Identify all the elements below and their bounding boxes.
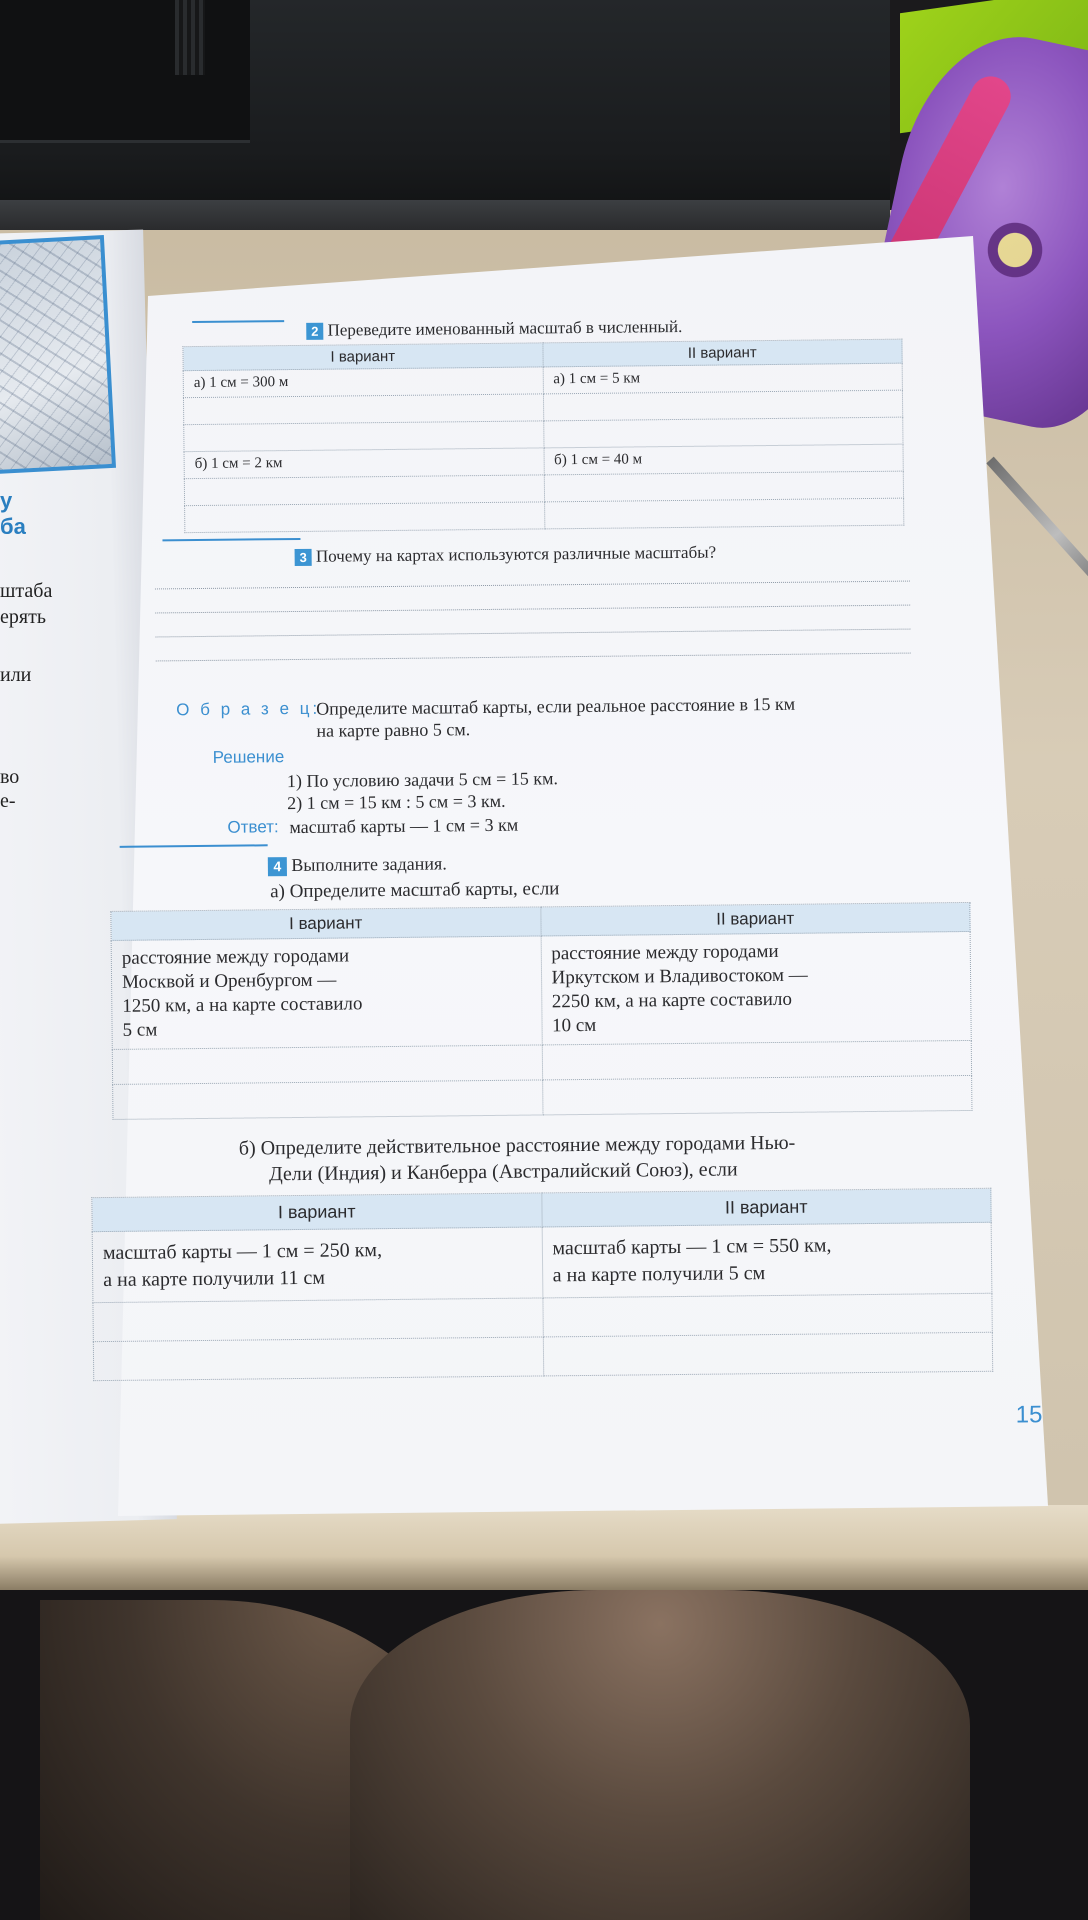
page-number: 15 bbox=[1015, 1401, 1043, 1429]
task4b-answer-cell[interactable] bbox=[93, 1298, 543, 1342]
task2-number-badge: 2 bbox=[306, 323, 323, 340]
task3-answer-line[interactable] bbox=[155, 629, 910, 638]
task3-answer-line[interactable] bbox=[155, 581, 910, 590]
task3-rule bbox=[162, 538, 300, 541]
task2-cell-a2: а) 1 см = 5 км bbox=[543, 363, 903, 394]
task4a-title: а) Определите масштаб карты, если bbox=[270, 878, 560, 903]
task4b-right-line: а на карте получили 5 см bbox=[552, 1262, 766, 1287]
task4a-answer-cell[interactable] bbox=[542, 1040, 972, 1079]
task2-answer-cell[interactable] bbox=[544, 471, 904, 502]
left-page-map-image bbox=[0, 235, 116, 474]
task4a-table bbox=[110, 902, 972, 1120]
task4-heading bbox=[268, 853, 447, 876]
task3-number-badge: 3 bbox=[295, 549, 312, 566]
task4a-left-line: 1250 км, а на карте составило bbox=[122, 993, 363, 1017]
task2-answer-cell[interactable] bbox=[185, 502, 545, 533]
task2-heading bbox=[306, 317, 682, 341]
table-row bbox=[92, 1222, 992, 1302]
task2-answer-cell[interactable] bbox=[184, 475, 544, 506]
table-row bbox=[93, 1332, 992, 1380]
table-row bbox=[111, 931, 971, 1049]
answer-label: Ответ: bbox=[227, 817, 279, 837]
task4a-right-line: 10 см bbox=[551, 1014, 597, 1037]
left-fragment-3: штаба bbox=[0, 580, 53, 602]
answer-text: масштаб карты — 1 см = 3 км bbox=[289, 814, 519, 838]
task4a-header-variant2: II вариант bbox=[540, 902, 970, 935]
task2-table bbox=[182, 339, 904, 534]
task4b-cell-variant1 bbox=[92, 1227, 542, 1303]
left-fragment-5: или bbox=[0, 664, 32, 686]
laptop-keyboard-area bbox=[0, 0, 250, 143]
task4a-header-variant1: I вариант bbox=[111, 907, 541, 940]
example-line1: Определите масштаб карты, если реальное расстояние в 15 км bbox=[316, 693, 796, 719]
task4-title: Выполните задания. bbox=[291, 853, 447, 876]
task4a-left-line: расстояние между городами bbox=[121, 945, 350, 969]
task4-number-badge: 4 bbox=[268, 857, 287, 876]
task2-answer-cell[interactable] bbox=[543, 390, 903, 421]
task2-cell-b1: б) 1 см = 2 км bbox=[184, 448, 544, 479]
task4a-right-line: расстояние между городами bbox=[551, 940, 779, 965]
task2-cell-b2: б) 1 см = 40 м bbox=[544, 444, 904, 475]
task4b-table bbox=[91, 1188, 993, 1381]
task4a-right-line: Иркутском и Владивостоком — bbox=[551, 964, 808, 989]
task2-header-variant1: I вариант bbox=[183, 343, 543, 371]
page-content bbox=[102, 231, 1054, 1521]
left-fragment-6: во bbox=[0, 766, 20, 788]
task4a-cell-variant2 bbox=[541, 931, 972, 1044]
task4b-title-line1: б) Определите действительное расстояние между городами Нью- bbox=[238, 1131, 796, 1160]
task4b-answer-cell[interactable] bbox=[93, 1337, 543, 1381]
solution-label: Решение bbox=[212, 747, 285, 767]
knee-right bbox=[350, 1590, 970, 1920]
left-fragment-4: ерять bbox=[0, 606, 46, 628]
task2-answer-cell[interactable] bbox=[183, 394, 543, 425]
task4b-cell-variant2 bbox=[542, 1222, 992, 1298]
task2-title: Переведите именованный масштаб в численный. bbox=[327, 316, 683, 340]
task4b-header-variant2: II вариант bbox=[541, 1188, 991, 1227]
task2-rule bbox=[192, 320, 284, 323]
task4a-right-line: 2250 км, а на карте составило bbox=[551, 988, 793, 1013]
task4a-answer-cell[interactable] bbox=[542, 1075, 972, 1114]
solution-step-1: 1) По условию задачи 5 см = 15 км. bbox=[286, 768, 559, 792]
task4b-left-line: а на карте получили 11 см bbox=[103, 1266, 326, 1292]
example-line2: на карте равно 5 см. bbox=[316, 719, 471, 741]
left-fragment-1: у bbox=[0, 488, 13, 513]
task4b-answer-cell[interactable] bbox=[542, 1293, 992, 1337]
task3-answer-line[interactable] bbox=[156, 653, 911, 662]
left-fragment-2: ба bbox=[0, 514, 26, 539]
laptop-edge bbox=[0, 200, 890, 230]
task2-cell-a1: а) 1 см = 300 м bbox=[183, 367, 543, 398]
task4b-left-line: масштаб карты — 1 см = 250 км, bbox=[102, 1239, 383, 1265]
task2-header-variant2: II вариант bbox=[542, 339, 902, 367]
task2-answer-cell[interactable] bbox=[543, 417, 903, 448]
left-fragment-7: е- bbox=[0, 790, 16, 812]
task2-answer-cell[interactable] bbox=[184, 421, 544, 452]
task4a-cell-variant1 bbox=[111, 936, 542, 1049]
task4a-left-line: 5 см bbox=[122, 1019, 158, 1041]
task3-answer-line[interactable] bbox=[155, 605, 910, 614]
task4a-answer-cell[interactable] bbox=[113, 1080, 543, 1119]
task4-rule bbox=[120, 844, 268, 848]
task4b-answer-cell[interactable] bbox=[543, 1332, 993, 1376]
task4b-title-line2: Дели (Индия) и Канберра (Австралийский Союз), если bbox=[268, 1158, 738, 1186]
task4b-header-variant1: I вариант bbox=[92, 1193, 542, 1232]
task4b-right-line: масштаб карты — 1 см = 550 км, bbox=[552, 1234, 832, 1260]
task4a-left-line: Москвой и Оренбургом — bbox=[121, 969, 337, 993]
example-label: О б р а з е ц: bbox=[176, 698, 321, 720]
task4a-answer-cell[interactable] bbox=[112, 1045, 542, 1084]
solution-step-2: 2) 1 см = 15 км : 5 см = 3 км. bbox=[287, 790, 506, 814]
task3-title: Почему на картах используются различные масштабы? bbox=[315, 542, 717, 566]
laptop-vent bbox=[175, 0, 205, 75]
task2-answer-cell[interactable] bbox=[544, 498, 904, 529]
task3-heading bbox=[295, 543, 717, 567]
